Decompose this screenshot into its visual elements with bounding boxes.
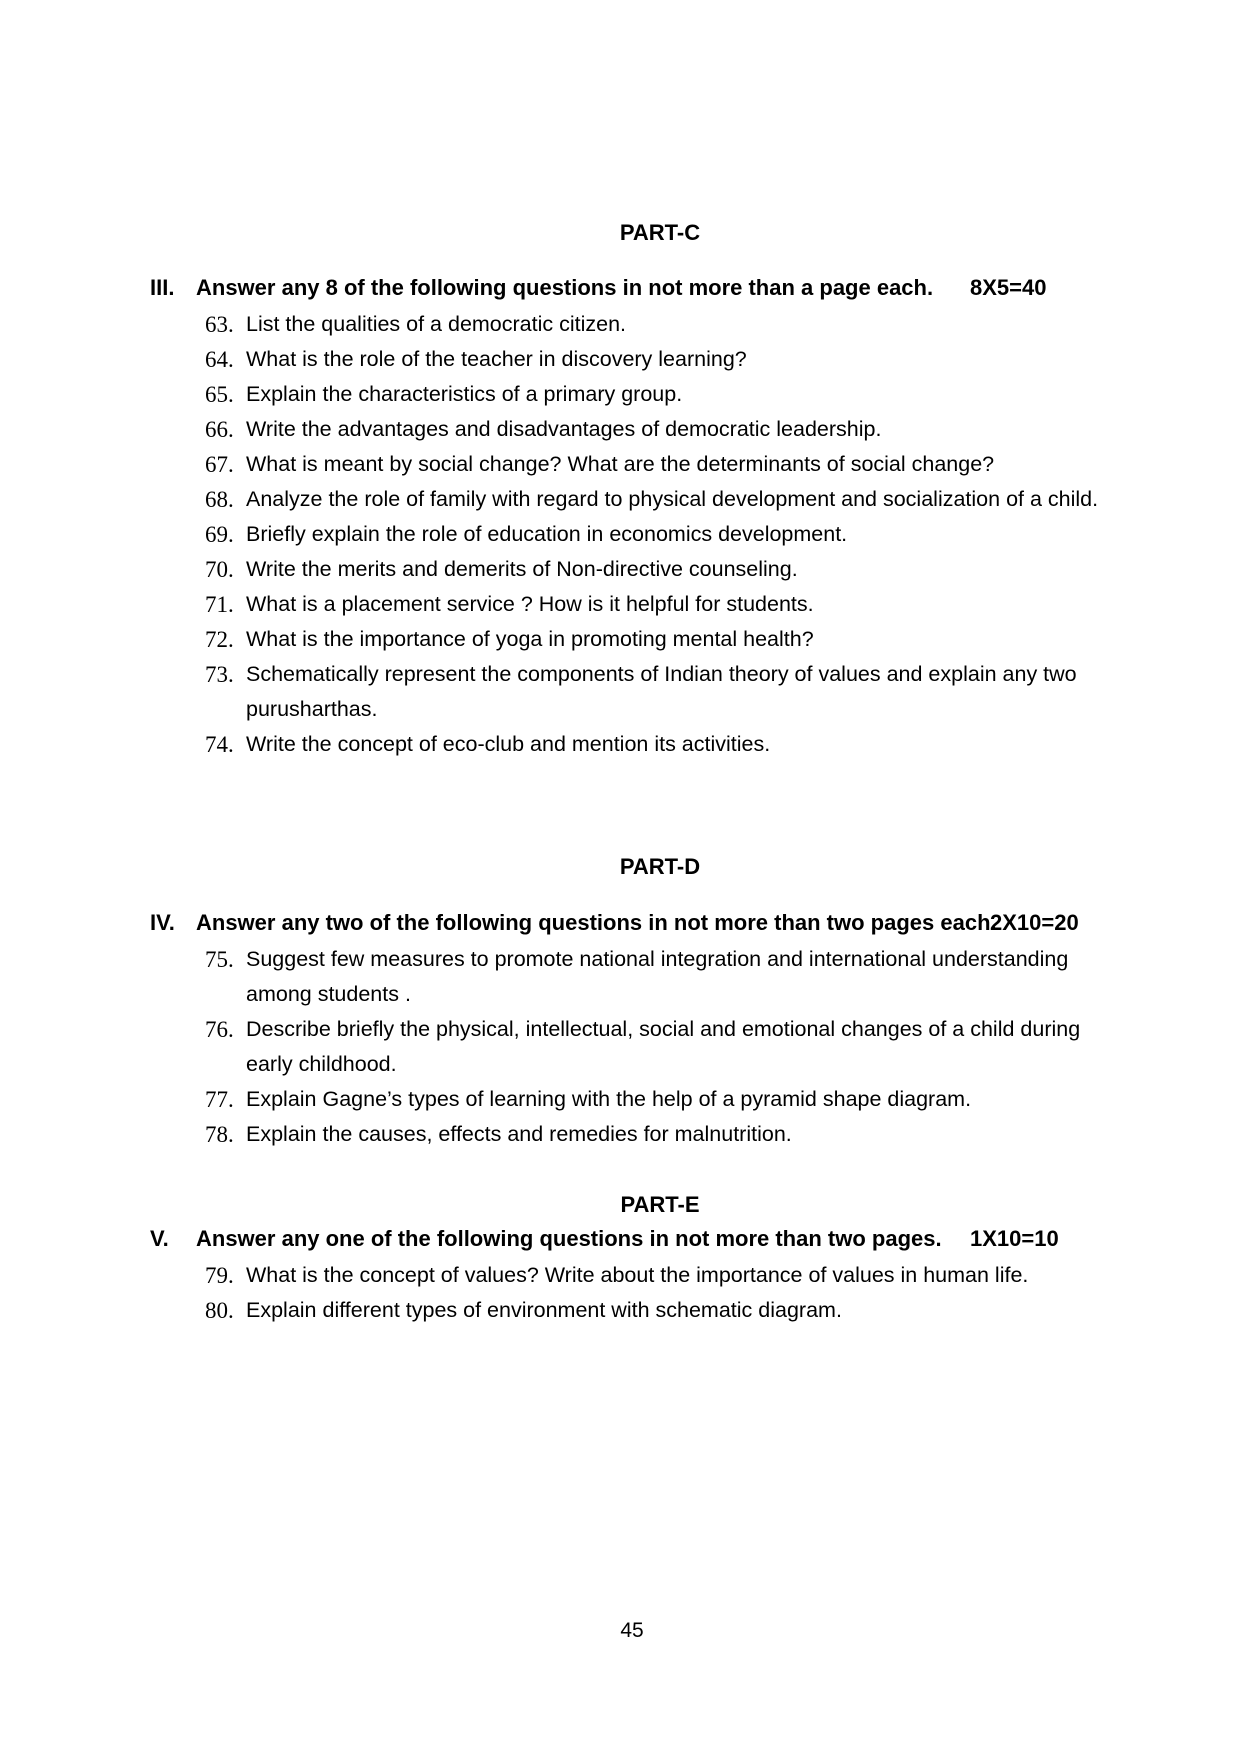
question-text: Write the merits and demerits of Non-directive counseling. <box>246 557 798 581</box>
question-item <box>205 1082 1125 1117</box>
part-d-instruction-text: Answer any two of the following questions in not more than two pages each. <box>196 910 997 935</box>
question-text: Schematically represent the components of Indian theory of values and explain any two purusharthas. <box>246 662 1077 721</box>
question-item <box>205 377 1125 412</box>
part-d-instruction <box>150 908 1100 938</box>
question-item <box>205 587 1125 622</box>
part-c-instruction <box>150 273 1050 303</box>
question-item <box>205 447 1125 482</box>
question-number: 69. <box>205 522 234 547</box>
question-text: Analyze the role of family with regard to physical development and socialization of a child. <box>246 487 1099 511</box>
question-item <box>205 942 1125 1012</box>
question-item <box>205 412 1125 447</box>
question-item <box>205 1117 1125 1152</box>
part-c-roman-numeral: III. <box>150 275 175 300</box>
question-item <box>205 1258 1125 1293</box>
question-number: 78. <box>205 1122 234 1147</box>
question-text: Explain the characteristics of a primary group. <box>246 382 683 406</box>
question-text: What is a placement service ? How is it helpful for students. <box>246 592 814 616</box>
question-item <box>205 1293 1125 1328</box>
part-e-marks: 1X10=10 <box>970 1226 1059 1251</box>
question-number: 64. <box>205 347 234 372</box>
part-c-question-list <box>205 307 1125 762</box>
question-item <box>205 1012 1125 1082</box>
question-text: What is the importance of yoga in promoting mental health? <box>246 627 814 651</box>
question-item <box>205 727 1125 762</box>
question-number: 65. <box>205 382 234 407</box>
part-d-marks: 2X10=20 <box>990 910 1079 935</box>
question-text: What is the role of the teacher in discovery learning? <box>246 347 747 371</box>
question-number: 70. <box>205 557 234 582</box>
part-e-roman-numeral: V. <box>150 1226 169 1251</box>
part-e-heading: PART-E <box>620 1192 700 1217</box>
question-text: What is meant by social change? What are the determinants of social change? <box>246 452 995 476</box>
question-number: 75. <box>205 947 234 972</box>
question-number: 72. <box>205 627 234 652</box>
question-text: What is the concept of values? Write about the importance of values in human life. <box>246 1263 1029 1287</box>
question-text: Write the advantages and disadvantages of democratic leadership. <box>246 417 882 441</box>
question-number: 79. <box>205 1263 234 1288</box>
question-number: 71. <box>205 592 234 617</box>
question-number: 73. <box>205 662 234 687</box>
question-item <box>205 342 1125 377</box>
question-number: 76. <box>205 1017 234 1042</box>
question-text: Briefly explain the role of education in economics development. <box>246 522 848 546</box>
question-item <box>205 517 1125 552</box>
question-number: 77. <box>205 1087 234 1112</box>
part-e-question-list <box>205 1258 1125 1328</box>
question-text: List the qualities of a democratic citizen. <box>246 312 627 336</box>
question-number: 63. <box>205 312 234 337</box>
part-d-roman-numeral: IV. <box>150 910 175 935</box>
question-number: 66. <box>205 417 234 442</box>
part-d-question-list <box>205 942 1125 1152</box>
question-text: Explain different types of environment with schematic diagram. <box>246 1298 842 1322</box>
question-item <box>205 622 1125 657</box>
question-text: Describe briefly the physical, intellectual, social and emotional changes of a child during early childhood. <box>246 1017 1081 1076</box>
question-number: 68. <box>205 487 234 512</box>
question-item <box>205 552 1125 587</box>
question-number: 67. <box>205 452 234 477</box>
question-text: Suggest few measures to promote national integration and international understanding among students . <box>246 947 1069 1006</box>
question-item <box>205 657 1125 727</box>
question-text: Write the concept of eco-club and mention its activities. <box>246 732 771 756</box>
question-number: 74. <box>205 732 234 757</box>
part-c-heading: PART-C <box>619 220 701 245</box>
question-text: Explain the causes, effects and remedies for malnutrition. <box>246 1122 792 1146</box>
question-text: Explain Gagne’s types of learning with the help of a pyramid shape diagram. <box>246 1087 972 1111</box>
page-number: 45 <box>620 1619 644 1642</box>
part-c-marks: 8X5=40 <box>970 275 1047 300</box>
question-number: 80. <box>205 1298 234 1323</box>
part-c-instruction-text: Answer any 8 of the following questions in not more than a page each. <box>196 275 934 300</box>
part-e-instruction <box>150 1224 1070 1254</box>
part-d-heading: PART-D <box>619 854 701 879</box>
question-item <box>205 482 1125 517</box>
question-item <box>205 307 1125 342</box>
part-e-instruction-text: Answer any one of the following questions in not more than two pages. <box>196 1226 942 1251</box>
